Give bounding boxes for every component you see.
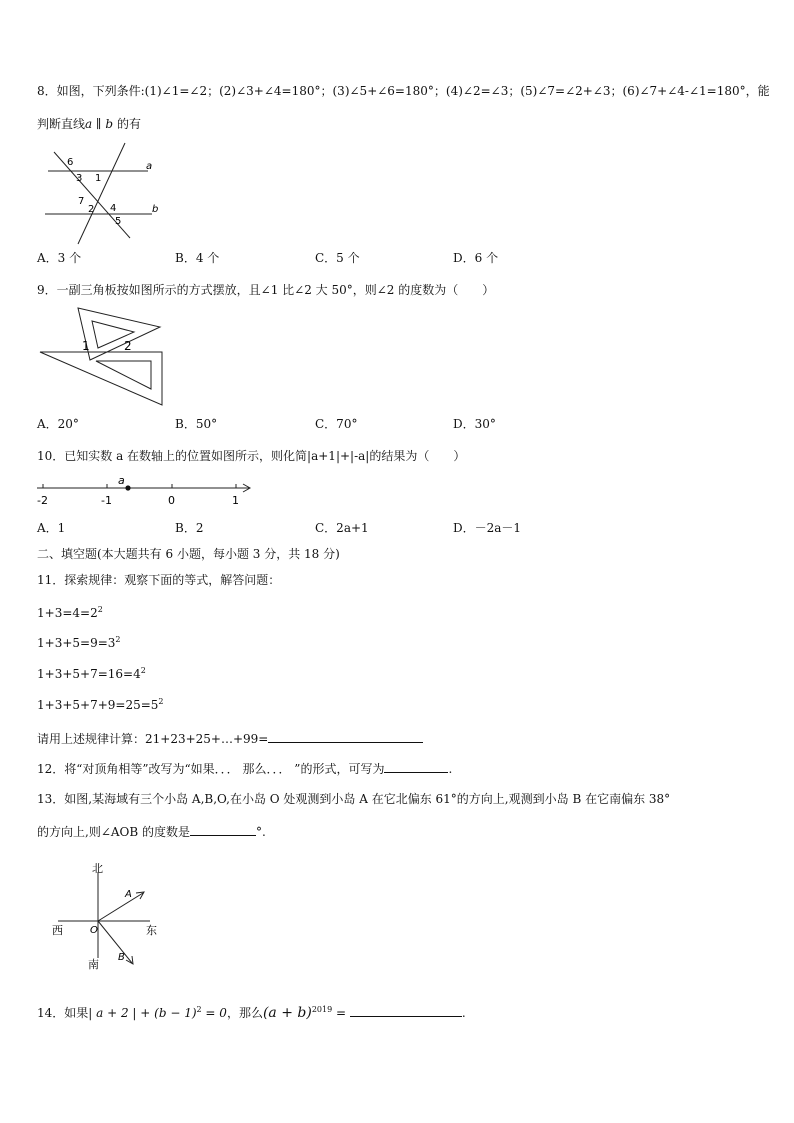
q11-eq-4-base: 1+3+5+7+9=25=5 — [37, 698, 159, 712]
q14-math1-sup: 2 — [196, 1005, 202, 1014]
q9-label-2: 2 — [124, 339, 132, 353]
q14-math1-end: = 0 — [201, 1006, 227, 1020]
q11-eq-1-base: 1+3=4=2 — [37, 606, 98, 620]
q10-stem: 10．已知实数 a 在数轴上的位置如图所示，则化简|a+1|+|-a|的结果为（ ） — [37, 449, 466, 463]
q12-stem — [37, 760, 452, 777]
q13-stem-line1: 13．如图,某海域有三个小岛 A,B,O,在小岛 O 处观测到小岛 A 在它北偏东 61°的方向上,观测到小岛 B 在它南偏东 38° — [37, 792, 671, 806]
q9-label-1: 1 — [82, 339, 90, 353]
q10-tick-neg2: -2 — [37, 494, 48, 507]
q8-label-b: b — [152, 204, 159, 215]
q11-eq-4 — [37, 697, 164, 713]
q11-eq-1 — [37, 605, 103, 621]
q8-option-d[interactable]: D．6 个 — [453, 251, 499, 265]
q10-number-line — [35, 474, 255, 510]
q11-eq-1-sup: 2 — [97, 605, 103, 614]
q8-stem-text: 判断直线 — [37, 117, 86, 131]
q8-figure — [40, 140, 170, 245]
q11-eq-2-base: 1+3+5=9=3 — [37, 636, 116, 650]
q11-ask — [37, 730, 423, 747]
q12-answer-blank[interactable] — [384, 760, 448, 773]
q9-figure — [38, 305, 168, 410]
q10-tick-0: 0 — [168, 494, 175, 507]
q8-label-2: 2 — [88, 204, 95, 215]
q8-option-b[interactable]: B．4 个 — [175, 251, 220, 265]
q8-label-6: 6 — [67, 157, 74, 168]
q9-option-a[interactable]: A．20° — [37, 417, 79, 431]
q13-answer-blank[interactable] — [190, 823, 256, 836]
q11-eq-3-base: 1+3+5+7=16=4 — [37, 667, 141, 681]
q10-option-b[interactable]: B．2 — [175, 521, 204, 535]
q11-eq-2-sup: 2 — [115, 635, 121, 644]
q10-option-c[interactable]: C．2a+1 — [315, 521, 369, 535]
q8-label-4: 4 — [110, 203, 117, 214]
q14-end: . — [461, 1006, 466, 1020]
q13-end: °. — [256, 825, 266, 839]
q8-label-3: 3 — [76, 173, 83, 184]
q13-stem-line2 — [37, 823, 266, 840]
q8-stem-line1: 8．如图，下列条件:(1)∠1=∠2；(2)∠3+∠4=180°；(3)∠5+∠6=180°；(4)∠2=∠3；(5)∠7=∠2+∠3；(6)∠7+∠4-∠1=180°，能 — [37, 84, 770, 98]
q9-option-d[interactable]: D．30° — [453, 417, 496, 431]
q11-stem: 11．探索规律：观察下面的等式，解答问题： — [37, 573, 281, 587]
q12-text: 12．将“对顶角相等”改写为“如果．．． 那么．．． ”的形式，可写为 — [37, 762, 385, 776]
q11-eq-3-sup: 2 — [140, 666, 146, 675]
q10-option-d[interactable]: D．－2a－1 — [453, 521, 522, 535]
q13-label-east: 东 — [146, 924, 157, 937]
q14-math2-end: = — [332, 1006, 350, 1020]
q13-label-a: A — [125, 889, 132, 900]
q8-label-5: 5 — [115, 216, 122, 227]
q13-label-o: O — [90, 925, 98, 936]
q8-label-a: a — [146, 161, 153, 172]
q9-stem: 9．一副三角板按如图所示的方式摆放，且∠1 比∠2 大 50°，则∠2 的度数为（ ） — [37, 283, 495, 297]
q8-label-1: 1 — [95, 173, 102, 184]
section-heading: 二、填空题(本大题共有 6 小题，每小题 3 分，共 18 分) — [37, 547, 340, 561]
q8-option-a[interactable]: A．3 个 — [37, 251, 82, 265]
q11-eq-4-sup: 2 — [158, 697, 164, 706]
q11-ask-text: 请用上述规律计算：21+23+25+…+99= — [37, 732, 269, 746]
q14-stem — [37, 1004, 466, 1021]
q13-figure — [50, 860, 170, 975]
q10-tick-neg1: -1 — [101, 494, 112, 507]
q14-math2: (a + b) — [262, 1005, 312, 1021]
q8-label-7: 7 — [78, 196, 85, 207]
q14-math1: | a + 2 | + (b − 1) — [88, 1006, 197, 1020]
q8-option-c[interactable]: C．5 个 — [315, 251, 360, 265]
q8-stem-end: 的有 — [117, 117, 142, 131]
q14-mid: ，那么 — [226, 1006, 263, 1020]
q14-math2-sup: 2019 — [311, 1005, 333, 1014]
q10-point-label: a — [118, 474, 125, 487]
q13-label-south: 南 — [88, 958, 99, 971]
q13-label-b: B — [118, 952, 125, 963]
q11-answer-blank[interactable] — [268, 730, 423, 743]
q11-eq-3 — [37, 666, 146, 682]
q10-tick-1: 1 — [232, 494, 239, 507]
q9-option-b[interactable]: B．50° — [175, 417, 218, 431]
q11-eq-2 — [37, 635, 121, 651]
q8-math: a ∥ b — [85, 117, 114, 131]
q13-label-west: 西 — [52, 924, 63, 937]
q8-stem-line2 — [37, 116, 141, 132]
q10-point-a — [125, 485, 130, 490]
q13-text: 的方向上,则∠AOB 的度数是 — [37, 825, 191, 839]
q13-label-north: 北 — [92, 862, 103, 875]
q10-option-a[interactable]: A．1 — [37, 521, 66, 535]
q14-prefix: 14．如果 — [37, 1006, 89, 1020]
q14-answer-blank[interactable] — [350, 1004, 462, 1017]
q9-option-c[interactable]: C．70° — [315, 417, 358, 431]
q12-end: . — [448, 762, 453, 776]
